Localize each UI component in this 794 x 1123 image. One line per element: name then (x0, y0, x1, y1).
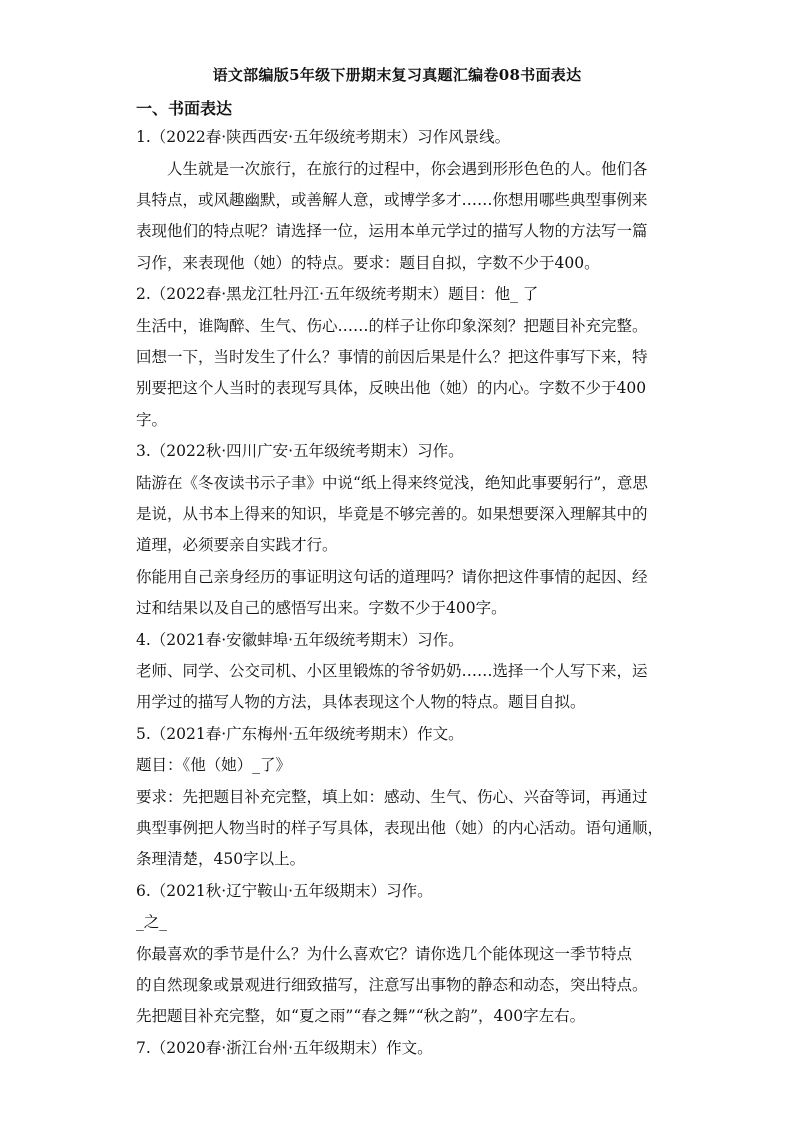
question-3-line: 是说，从书本上得来的知识，毕竟是不够完善的。如果想要深入理解其中的 (136, 505, 648, 523)
question-6-line: 你最喜欢的季节是什么？为什么喜欢它？请你选几个能体现这一季节特点 (136, 945, 633, 963)
question-2-line: 别要把这个人当时的表现写具体，反映出他（她）的内心。字数不少于400 (136, 379, 647, 397)
question-3-heading: 3.（2022秋·四川广安·五年级统考期末）习作。 (136, 442, 464, 460)
question-6-heading: 6.（2021秋·辽宁鞍山·五年级期末）习作。 (136, 882, 433, 900)
question-1-line: 人生就是一次旅行，在旅行的过程中，你会遇到形形色色的人。他们各 (167, 160, 648, 178)
question-2-line: 回想一下，当时发生了什么？事情的前因后果是什么？把这件事写下来，特 (136, 348, 648, 366)
question-2-line: 字。 (136, 411, 168, 429)
question-1-line: 习作，来表现他（她）的特点。要求：题目自拟，字数不少于400。 (136, 254, 600, 272)
question-1-line: 具特点，或风趣幽默，或善解人意，或博学多才……你想用哪些典型事例来 (136, 191, 648, 209)
question-3-line: 陆游在《冬夜读书示子聿》中说“纸上得来终觉浅，绝知此事要躬行”，意思 (136, 474, 648, 492)
question-6-line: 先把题目补充完整，如“夏之雨”“春之舞”“秋之韵”，400字左右。 (136, 1007, 586, 1025)
question-7-heading: 7.（2020春·浙江台州·五年级期末）作文。 (136, 1039, 433, 1057)
question-2-line: 生活中，谁陶醉、生气、伤心……的样子让你印象深刻？把题目补充完整。 (136, 317, 648, 335)
question-5-line: 要求：先把题目补充完整，填上如：感动、生气、伤心、兴奋等词，再通过 (136, 788, 648, 806)
question-1-heading: 1.（2022春·陕西西安·五年级统考期末）习作风景线。 (136, 128, 511, 146)
question-5-line: 典型事例把人物当时的样子写具体，表现出他（她）的内心活动。语句通顺， (136, 819, 664, 837)
section-heading: 一、书面表达 (136, 99, 233, 118)
question-4-line: 老师、同学、公交司机、小区里锻炼的爷爷奶奶……选择一个人写下来，运 (136, 662, 648, 680)
question-5-line: 题目：《他（她）_了》 (136, 756, 292, 774)
question-6-line: 的自然现象或景观进行细致描写，注意写出事物的静态和动态，突出特点。 (136, 976, 648, 994)
document-title: 语文部编版5年级下册期末复习真题汇编卷08书面表达 (212, 66, 582, 84)
question-2-heading: 2.（2022春·黑龙江牡丹江·五年级统考期末）题目：他_ 了 (136, 285, 539, 303)
question-4-heading: 4.（2021春·安徽蚌埠·五年级统考期末）习作。 (136, 631, 464, 649)
question-3-line: 过和结果以及自己的感悟写出来。字数不少于400字。 (136, 599, 507, 617)
question-5-heading: 5.（2021春·广东梅州·五年级统考期末）作文。 (136, 725, 464, 743)
question-4-line: 用学过的描写人物的方法，具体表现这个人物的特点。题目自拟。 (136, 693, 586, 711)
question-3-line: 你能用自己亲身经历的事证明这句话的道理吗？请你把这件事情的起因、经 (136, 568, 648, 586)
question-6-line: _之_ (136, 913, 168, 931)
question-5-line: 条理清楚，450字以上。 (136, 850, 306, 868)
question-1-line: 表现他们的特点呢？请选择一位，运用本单元学过的描写人物的方法写一篇 (136, 222, 648, 240)
question-3-line: 道理，必须要亲自实践才行。 (136, 536, 338, 554)
